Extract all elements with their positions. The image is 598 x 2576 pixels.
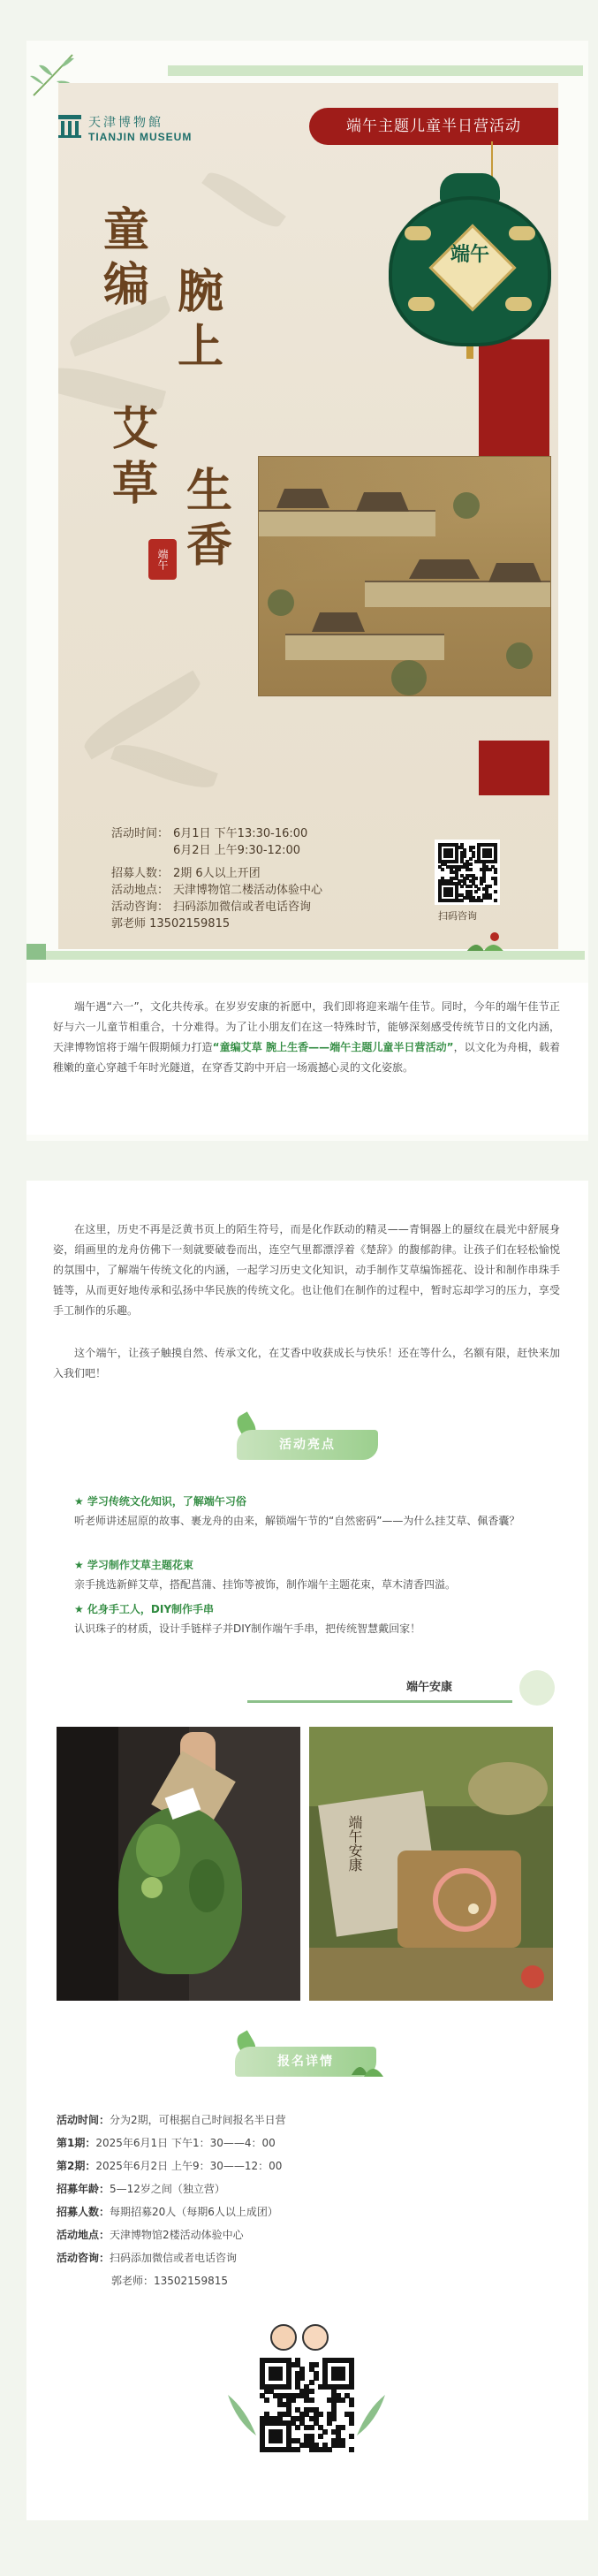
red-decor-block xyxy=(479,741,549,795)
highlight-title: ★ 学习制作艾草主题花束 xyxy=(74,1559,193,1571)
leaf-icon xyxy=(224,2386,260,2439)
registration-row: 招募年龄：5—12岁之间（独立营） xyxy=(57,2183,225,2195)
mugwort-bouquet-photo xyxy=(57,1727,300,2001)
red-decor-block xyxy=(479,339,549,474)
photo-card-text: 端午安康 xyxy=(346,1815,363,1872)
registration-tag: 报名详情 xyxy=(235,2047,376,2077)
highlights-tag: 活动亮点 xyxy=(237,1430,378,1460)
divider xyxy=(247,1700,512,1703)
decor-band xyxy=(26,944,46,960)
registration-row: 第1期：2025年6月1日 下午1：30——4：00 xyxy=(57,2137,276,2149)
child-mascot-icon xyxy=(302,2324,329,2351)
intro-paragraph: 端午遇“六一”，文化共传承。在岁岁安康的祈愿中，我们即将迎来端午佳节。同时，今年的端午佳节正好与六一儿童节相重合，十分难得。为了让小朋友们在这一特殊时节，能够深刻感受传统节日的文化内涵，天津博物馆将于端午假期倾力打造“童编艾草 腕上生香——端午主题儿童半日营活动”，以文化为舟楫，载着稚嫩的童心穿越千年时光隧道，在穿香艾韵中开启一场震撼心灵的文化姿旅。 xyxy=(53,1000,560,1074)
highlight-title: ★ 学习传统文化知识，了解端午习俗 xyxy=(74,1495,246,1508)
qr-caption: 扫码咨询 xyxy=(438,910,477,922)
museum-name-en: TIANJIN MUSEUM xyxy=(88,131,193,143)
poster-title-col3: 艾 草 xyxy=(111,402,158,511)
poster-info: 活动时间： 6月1日 下午13:30-16:00 6月2日 上午9:30-12:00 招募人数： 2期 6人以上开团 活动地点： 天津博物馆二楼活动体验中心 活动咨询： 扫码添加微信或者电话咨询 郭老师 13502159815 xyxy=(111,827,323,931)
highlight-text: 亲手挑选新鲜艾草，搭配菖蒲、挂饰等被饰，制作端午主题花束，草木清香四溢。 xyxy=(74,1578,457,1591)
poster-title-col4: 生 香 xyxy=(185,464,232,573)
invite-paragraph: 这个端午，让孩子触摸自然、传承文化，在艾香中收获成长与快乐！还在等什么，名额有限，赶快来加入我们吧！ xyxy=(53,1347,560,1379)
zongzi-icon xyxy=(350,2057,385,2078)
registration-row: 活动时间：分为2期，可根据自己时间报名半日营 xyxy=(57,2114,286,2126)
leaf-icon xyxy=(353,2386,389,2439)
duanwu-label: 端午安康 xyxy=(406,1681,453,1694)
history-paragraph: 在这里，历史不再是泛黄书页上的陌生符号，而是化作跃动的精灵——青铜器上的蜃纹在晨光中舒展身姿，绢画里的龙舟仿佛下一刻就要破卷而出，连空气里都漂浮着《楚辞》的馥郁韵律。让孩子们在轻松愉悦的氛围中，了解端午传统文化的内涵，一起学习历史文化知识，动手制作艾草编饰摇花、设计和制作串珠手链等，从而更好地传承和弘扬中华民族的传统文化。也让他们在制作的过程中，暂时忘却学习的压力，享受手工制作的乐趣。 xyxy=(53,1223,560,1317)
registration-contact: 郭老师：13502159815 xyxy=(111,2275,228,2287)
duanwu-seal: 端午 xyxy=(148,539,177,580)
decor-band xyxy=(168,65,583,76)
wechat-qr-code[interactable] xyxy=(435,840,500,905)
event-badge: 端午主题儿童半日营活动 xyxy=(309,108,558,145)
poster-title-col2: 腕 上 xyxy=(177,265,223,374)
child-mascot-icon xyxy=(270,2324,297,2351)
museum-logo-icon xyxy=(57,113,83,140)
decor-circle xyxy=(519,1670,555,1706)
highlight-text: 听老师讲述屈原的故事、裹龙舟的由来，解锁端午节的“自然密码”——为什么挂艾草、佩香囊？ xyxy=(74,1515,520,1527)
highlight-title: ★ 化身手工人，DIY制作手串 xyxy=(74,1603,215,1615)
registration-row: 活动咨询：扫码添加微信或者电话咨询 xyxy=(57,2252,238,2264)
registration-row: 招募人数：每期招募20人（每期6人以上成团） xyxy=(57,2206,278,2218)
wechat-qr-code[interactable] xyxy=(256,2354,357,2455)
sachet-icon xyxy=(389,173,551,359)
sachet-text: 端午 xyxy=(450,243,489,266)
museum-name-cn: 天津博物館 xyxy=(88,116,163,130)
registration-row: 活动地点：天津博物馆2楼活动体验中心 xyxy=(57,2229,244,2241)
bracelet-photo xyxy=(309,1727,553,2001)
decor-band xyxy=(46,951,585,960)
ancient-painting xyxy=(258,456,551,696)
registration-row: 第2期：2025年6月2日 上午9：30——12：00 xyxy=(57,2160,283,2172)
poster-title-col1: 童 编 xyxy=(102,203,149,312)
museum-logo xyxy=(57,111,198,152)
highlight-text: 认识珠子的材质，设计手链样子并DIY制作端午手串，把传统智慧戴回家！ xyxy=(74,1622,421,1635)
